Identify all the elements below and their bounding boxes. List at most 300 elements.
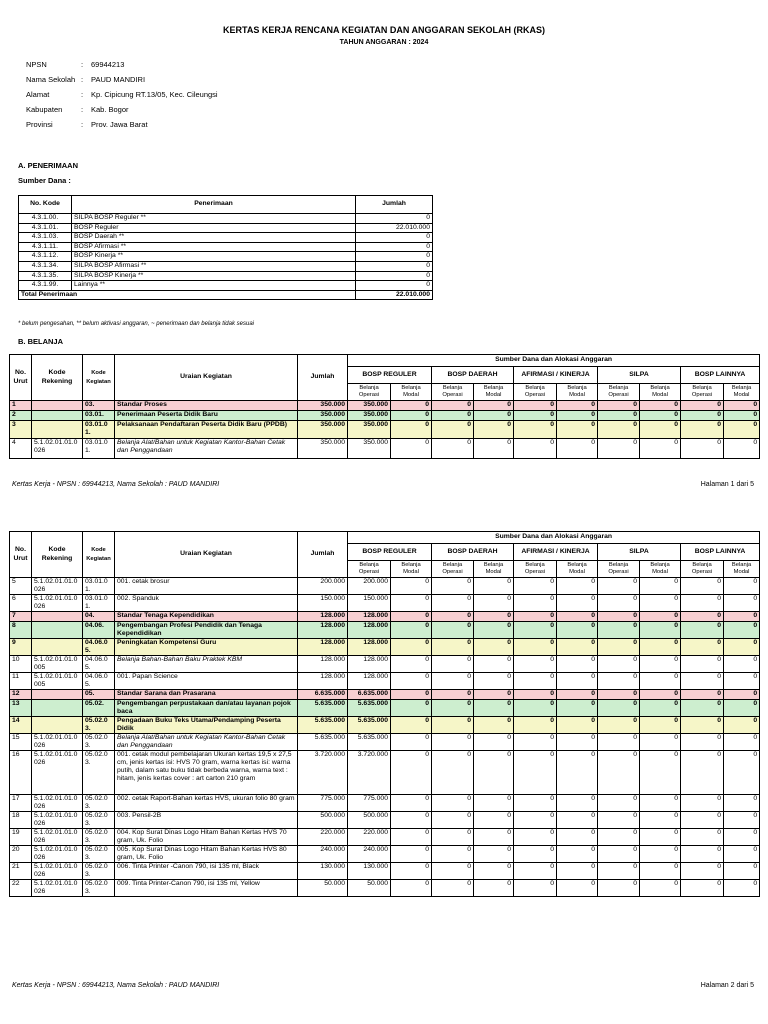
cell-allocation: 0 [724,717,760,734]
cell-no-urut: 16 [10,751,32,795]
cell-no-urut: 12 [10,690,32,700]
row-jumlah: 0 [356,252,433,262]
footer-left: Kertas Kerja - NPSN : 69944213, Nama Sekolah : PAUD MANDIRI [12,481,220,488]
info-value: Kp. Cipicung RT.13/05, Kec. Cileungsi [91,90,218,99]
cell-allocation: 0 [640,734,681,751]
cell-allocation: 0 [432,622,474,639]
cell-allocation: 0 [598,439,640,459]
col-header-belanja-modal: Belanja Modal [640,384,681,401]
cell-allocation: 0 [640,829,681,846]
cell-kode-kegiatan: 05.02. [83,700,115,717]
cell-allocation: 0 [432,717,474,734]
cell-jumlah: 128.000 [298,673,348,690]
sumber-dana-label: Sumber Dana : [18,176,71,185]
cell-allocation: 0 [391,578,432,595]
cell-jumlah: 130.000 [298,863,348,880]
cell-jumlah: 6.635.000 [298,690,348,700]
cell-allocation: 0 [514,846,557,863]
cell-allocation: 0 [514,401,557,411]
cell-no-urut: 5 [10,578,32,595]
cell-allocation: 0 [598,700,640,717]
cell-allocation: 0 [432,612,474,622]
cell-allocation: 0 [598,639,640,656]
cell-allocation: 0 [557,439,598,459]
col-header-belanja-modal: Belanja Modal [557,384,598,401]
col-header-no-urut: No. Urut [10,532,32,578]
cell-jumlah: 350.000 [298,421,348,439]
cell-allocation: 0 [474,401,514,411]
row-penerimaan: SILPA BOSP Kinerja ** [72,271,356,281]
cell-allocation: 0 [557,829,598,846]
cell-kode-rekening [32,690,83,700]
cell-kode-rekening: 5.1.02.01.01.0026 [32,795,83,812]
cell-allocation: 0 [432,700,474,717]
col-header-belanja-operasi: Belanja Operasi [681,561,724,578]
cell-uraian: Pelaksanaan Pendaftaran Peserta Didik Baru (PPDB) [115,421,298,439]
cell-uraian: Standar Tenaga Kependidikan [115,612,298,622]
cell-uraian: Standar Sarana dan Prasarana [115,690,298,700]
penerimaan-row [19,214,433,224]
cell-allocation: 0 [432,846,474,863]
info-sep: : [81,60,84,69]
cell-allocation: 0 [474,622,514,639]
cell-allocation: 0 [724,439,760,459]
cell-allocation: 0 [681,700,724,717]
table-row [10,421,760,439]
cell-kode-rekening: 5.1.02.01.01.0026 [32,734,83,751]
school-info [26,57,218,132]
info-row-nama-sekolah [26,72,218,87]
row-jumlah: 0 [356,242,433,252]
row-jumlah: 0 [356,281,433,291]
cell-allocation: 5.635.000 [348,734,391,751]
cell-allocation: 0 [514,411,557,421]
cell-no-urut: 3 [10,421,32,439]
table-row [10,829,760,846]
cell-allocation: 0 [724,734,760,751]
cell-no-urut: 14 [10,717,32,734]
cell-uraian: 001. Papan Science [115,673,298,690]
table-row [10,690,760,700]
cell-allocation: 0 [557,812,598,829]
col-header-belanja-modal: Belanja Modal [640,561,681,578]
info-key: Nama Sekolah [26,75,76,84]
cell-allocation: 0 [432,795,474,812]
cell-allocation: 0 [474,880,514,897]
cell-uraian: Belanja Alat/Bahan untuk Kegiatan Kantor-Bahan Cetak dan Penggandaan [115,439,298,459]
cell-kode-rekening [32,401,83,411]
cell-kode-rekening [32,639,83,656]
col-header-fund: BOSP DAERAH [432,367,514,384]
cell-kode-rekening [32,622,83,639]
cell-allocation: 0 [681,421,724,439]
cell-kode-rekening: 5.1.02.01.01.0026 [32,578,83,595]
cell-allocation: 0 [514,439,557,459]
cell-kode-kegiatan: 05.02.03. [83,795,115,812]
cell-allocation: 0 [681,863,724,880]
cell-jumlah: 3.720.000 [298,751,348,795]
cell-allocation: 6.635.000 [348,690,391,700]
col-header-fund: AFIRMASI / KINERJA [514,544,598,561]
info-key: Alamat [26,90,50,99]
cell-kode-rekening [32,717,83,734]
cell-allocation: 0 [598,880,640,897]
cell-kode-kegiatan: 04.06.05. [83,656,115,673]
cell-no-urut: 18 [10,812,32,829]
cell-allocation: 0 [724,880,760,897]
info-key: Kabupaten [26,105,63,114]
cell-kode-kegiatan: 05.02.03. [83,846,115,863]
footer-page-number: Halaman 2 dari 5 [700,982,754,989]
cell-allocation: 200.000 [348,578,391,595]
col-header-jumlah: Jumlah [356,196,433,214]
cell-allocation: 0 [391,411,432,421]
cell-kode-kegiatan: 03.01.01. [83,421,115,439]
table-row [10,751,760,795]
cell-allocation: 0 [432,863,474,880]
row-kode: 4.3.1.34. [19,261,72,271]
page-subtitle: TAHUN ANGGARAN : 2024 [339,39,429,46]
col-header-no-urut: No. Urut [10,355,32,401]
row-jumlah: 0 [356,261,433,271]
cell-allocation: 0 [474,846,514,863]
cell-allocation: 0 [514,880,557,897]
cell-allocation: 0 [474,578,514,595]
cell-allocation: 0 [640,846,681,863]
row-penerimaan: BOSP Reguler [72,223,356,233]
cell-allocation: 0 [724,578,760,595]
cell-jumlah: 5.635.000 [298,700,348,717]
penerimaan-row [19,281,433,291]
cell-allocation: 0 [681,639,724,656]
cell-allocation: 350.000 [348,421,391,439]
col-header-belanja-operasi: Belanja Operasi [432,561,474,578]
cell-no-urut: 21 [10,863,32,880]
cell-uraian: 003. Pensil-2B [115,812,298,829]
cell-allocation: 0 [724,622,760,639]
cell-allocation: 0 [724,612,760,622]
cell-uraian: Pengembangan Profesi Pendidik dan Tenaga Kependidikan [115,622,298,639]
row-jumlah: 0 [356,271,433,281]
info-value: Prov. Jawa Barat [91,120,148,129]
cell-allocation: 0 [598,673,640,690]
col-header-belanja-operasi: Belanja Operasi [598,384,640,401]
cell-allocation: 0 [432,421,474,439]
cell-kode-kegiatan: 03.01.01. [83,439,115,459]
table-row [10,795,760,812]
cell-allocation: 0 [640,421,681,439]
cell-allocation: 0 [432,812,474,829]
col-header-belanja-operasi: Belanja Operasi [432,384,474,401]
cell-uraian: 004. Kop Surat Dinas Logo Hitam Bahan Kertas HVS 70 gram, Uk. Folio [115,829,298,846]
cell-jumlah: 5.635.000 [298,734,348,751]
row-kode: 4.3.1.12. [19,252,72,262]
info-key: NPSN [26,60,47,69]
cell-no-urut: 17 [10,795,32,812]
cell-allocation: 0 [514,829,557,846]
cell-allocation: 0 [598,795,640,812]
cell-kode-kegiatan: 03. [83,401,115,411]
header-row [10,532,760,544]
cell-allocation: 0 [598,411,640,421]
cell-allocation: 0 [391,829,432,846]
cell-no-urut: 7 [10,612,32,622]
cell-allocation: 0 [598,622,640,639]
cell-uraian: Belanja Alat/Bahan untuk Kegiatan Kantor-Bahan Cetak dan Penggandaan [115,734,298,751]
cell-allocation: 0 [557,863,598,880]
cell-allocation: 0 [681,411,724,421]
table-row [10,717,760,734]
cell-allocation: 0 [681,880,724,897]
cell-kode-rekening [32,421,83,439]
cell-allocation: 0 [432,639,474,656]
cell-allocation: 0 [598,401,640,411]
cell-jumlah: 350.000 [298,411,348,421]
cell-allocation: 0 [557,700,598,717]
col-header-belanja-operasi: Belanja Operasi [681,384,724,401]
penerimaan-row [19,252,433,262]
col-header-belanja-operasi: Belanja Operasi [514,384,557,401]
cell-allocation: 0 [557,401,598,411]
cell-allocation: 0 [391,751,432,795]
cell-kode-rekening [32,411,83,421]
cell-allocation: 0 [598,595,640,612]
cell-uraian: 006. Tinta Printer -Canon 790, isi 135 ml, Black [115,863,298,880]
cell-kode-rekening: 5.1.02.01.01.0026 [32,829,83,846]
col-header-no-kode: No. Kode [19,196,72,214]
cell-no-urut: 4 [10,439,32,459]
cell-no-urut: 15 [10,734,32,751]
cell-allocation: 0 [474,639,514,656]
table-row [10,846,760,863]
cell-allocation: 0 [640,622,681,639]
belanja-table-page-2 [9,531,760,897]
footer-left: Kertas Kerja - NPSN : 69944213, Nama Sekolah : PAUD MANDIRI [12,982,220,989]
cell-allocation: 0 [640,411,681,421]
cell-uraian: 009. Tinta Printer-Canon 790, isi 135 ml, Yellow [115,880,298,897]
cell-allocation: 130.000 [348,863,391,880]
cell-allocation: 0 [724,700,760,717]
cell-jumlah: 350.000 [298,439,348,459]
cell-allocation: 0 [514,700,557,717]
cell-allocation: 0 [557,673,598,690]
info-row-alamat [26,87,218,102]
penerimaan-row [19,261,433,271]
col-header-belanja-modal: Belanja Modal [474,384,514,401]
cell-allocation: 0 [598,734,640,751]
col-header-belanja-modal: Belanja Modal [474,561,514,578]
table-row [10,439,760,459]
cell-allocation: 0 [514,673,557,690]
info-row-kabupaten [26,102,218,117]
cell-kode-kegiatan: 03.01.01. [83,578,115,595]
cell-allocation: 0 [640,673,681,690]
col-header-sumber-dana: Sumber Dana dan Alokasi Anggaran [348,532,760,544]
cell-jumlah: 200.000 [298,578,348,595]
cell-kode-rekening [32,612,83,622]
row-kode: 4.3.1.35. [19,271,72,281]
cell-allocation: 5.635.000 [348,717,391,734]
col-header-jumlah: Jumlah [298,532,348,578]
row-jumlah: 0 [356,233,433,243]
cell-allocation: 0 [598,690,640,700]
report-page-2 [0,505,768,1024]
cell-allocation: 0 [724,829,760,846]
cell-allocation: 0 [681,690,724,700]
cell-jumlah: 128.000 [298,656,348,673]
col-header-uraian-kegiatan: Uraian Kegiatan [115,532,298,578]
cell-allocation: 0 [640,612,681,622]
cell-allocation: 0 [724,639,760,656]
cell-jumlah: 128.000 [298,639,348,656]
col-header-fund: BOSP LAINNYA [681,544,760,561]
col-header-jumlah: Jumlah [298,355,348,401]
penerimaan-note: * belum pengesahan, ** belum aktivasi anggaran, ~ penerimaan dan belanja tidak sesuai [18,321,254,327]
col-header-belanja-modal: Belanja Modal [724,384,760,401]
table-row [10,673,760,690]
cell-allocation: 0 [474,751,514,795]
cell-allocation: 0 [391,401,432,411]
cell-allocation: 500.000 [348,812,391,829]
table-row [10,578,760,595]
cell-allocation: 0 [724,863,760,880]
cell-allocation: 0 [391,421,432,439]
cell-allocation: 0 [724,411,760,421]
cell-allocation: 0 [432,751,474,795]
cell-allocation: 0 [681,595,724,612]
info-sep: : [81,120,84,129]
cell-kode-rekening: 5.1.02.01.01.0026 [32,880,83,897]
cell-allocation: 0 [640,751,681,795]
cell-no-urut: 8 [10,622,32,639]
info-value: 69944213 [91,60,125,69]
col-header-fund: BOSP DAERAH [432,544,514,561]
table-row [10,639,760,656]
info-row-provinsi [26,117,218,132]
table-row [10,700,760,717]
penerimaan-row [19,233,433,243]
cell-allocation: 0 [557,595,598,612]
cell-allocation: 0 [557,421,598,439]
cell-allocation: 0 [514,656,557,673]
table-row [10,595,760,612]
cell-allocation: 0 [514,421,557,439]
cell-kode-kegiatan: 05. [83,690,115,700]
cell-allocation: 0 [391,622,432,639]
cell-allocation: 0 [514,595,557,612]
table-row [10,863,760,880]
cell-allocation: 0 [681,829,724,846]
cell-allocation: 0 [514,812,557,829]
cell-allocation: 0 [391,439,432,459]
cell-no-urut: 2 [10,411,32,421]
cell-allocation: 0 [724,595,760,612]
col-header-kode-rekening: Kode Rekening [32,532,83,578]
info-value: PAUD MANDIRI [91,75,146,84]
cell-allocation: 5.635.000 [348,700,391,717]
cell-allocation: 0 [557,734,598,751]
cell-uraian: 001. cetak brosur [115,578,298,595]
col-header-kode-kegiatan: Kode Kegiatan [83,355,115,401]
row-penerimaan: BOSP Daerah ** [72,233,356,243]
cell-allocation: 0 [391,812,432,829]
cell-allocation: 0 [724,795,760,812]
row-kode: 4.3.1.01. [19,223,72,233]
cell-allocation: 0 [681,795,724,812]
cell-kode-kegiatan: 04.06.05. [83,673,115,690]
cell-allocation: 128.000 [348,673,391,690]
cell-allocation: 0 [432,439,474,459]
cell-no-urut: 9 [10,639,32,656]
cell-uraian: Pengembangan perpustakaan dan/atau layanan pojok baca [115,700,298,717]
table-row [10,411,760,421]
cell-allocation: 0 [432,673,474,690]
cell-allocation: 350.000 [348,411,391,421]
cell-kode-kegiatan: 03.01.01. [83,595,115,612]
row-kode: 4.3.1.03. [19,233,72,243]
cell-uraian: 002. cetak Raport-Bahan kertas HVS, ukuran folio 80 gram [115,795,298,812]
cell-allocation: 0 [432,411,474,421]
cell-allocation: 0 [640,812,681,829]
cell-allocation: 0 [391,795,432,812]
cell-allocation: 0 [432,734,474,751]
row-penerimaan: SILPA BOSP Reguler ** [72,214,356,224]
cell-no-urut: 19 [10,829,32,846]
cell-allocation: 3.720.000 [348,751,391,795]
cell-allocation: 0 [681,812,724,829]
cell-allocation: 0 [391,612,432,622]
cell-allocation: 0 [432,578,474,595]
col-header-fund: SILPA [598,544,681,561]
cell-allocation: 0 [598,612,640,622]
cell-allocation: 0 [391,717,432,734]
cell-kode-kegiatan: 05.02.03. [83,829,115,846]
cell-allocation: 0 [640,795,681,812]
cell-allocation: 0 [681,751,724,795]
cell-jumlah: 240.000 [298,846,348,863]
cell-allocation: 0 [598,578,640,595]
cell-allocation: 0 [640,401,681,411]
cell-allocation: 0 [474,812,514,829]
cell-kode-kegiatan: 04. [83,612,115,622]
cell-allocation: 0 [724,751,760,795]
cell-allocation: 0 [391,880,432,897]
col-header-penerimaan: Penerimaan [72,196,356,214]
cell-allocation: 0 [724,812,760,829]
col-header-belanja-operasi: Belanja Operasi [348,384,391,401]
cell-no-urut: 10 [10,656,32,673]
cell-allocation: 0 [724,401,760,411]
row-penerimaan: BOSP Afirmasi ** [72,242,356,252]
section-penerimaan-heading: A. PENERIMAAN [18,161,79,170]
cell-allocation: 0 [391,595,432,612]
row-jumlah: 0 [356,214,433,224]
cell-kode-kegiatan: 05.02.03. [83,880,115,897]
cell-jumlah: 775.000 [298,795,348,812]
cell-kode-kegiatan: 05.02.03. [83,751,115,795]
cell-kode-rekening: 5.1.02.01.01.0026 [32,846,83,863]
cell-no-urut: 1 [10,401,32,411]
cell-kode-kegiatan: 04.06.05. [83,639,115,656]
col-header-belanja-modal: Belanja Modal [557,561,598,578]
cell-allocation: 0 [474,612,514,622]
cell-allocation: 0 [598,751,640,795]
table-row [10,656,760,673]
cell-allocation: 0 [598,846,640,863]
cell-allocation: 0 [557,612,598,622]
cell-allocation: 0 [474,656,514,673]
col-header-fund: BOSP LAINNYA [681,367,760,384]
